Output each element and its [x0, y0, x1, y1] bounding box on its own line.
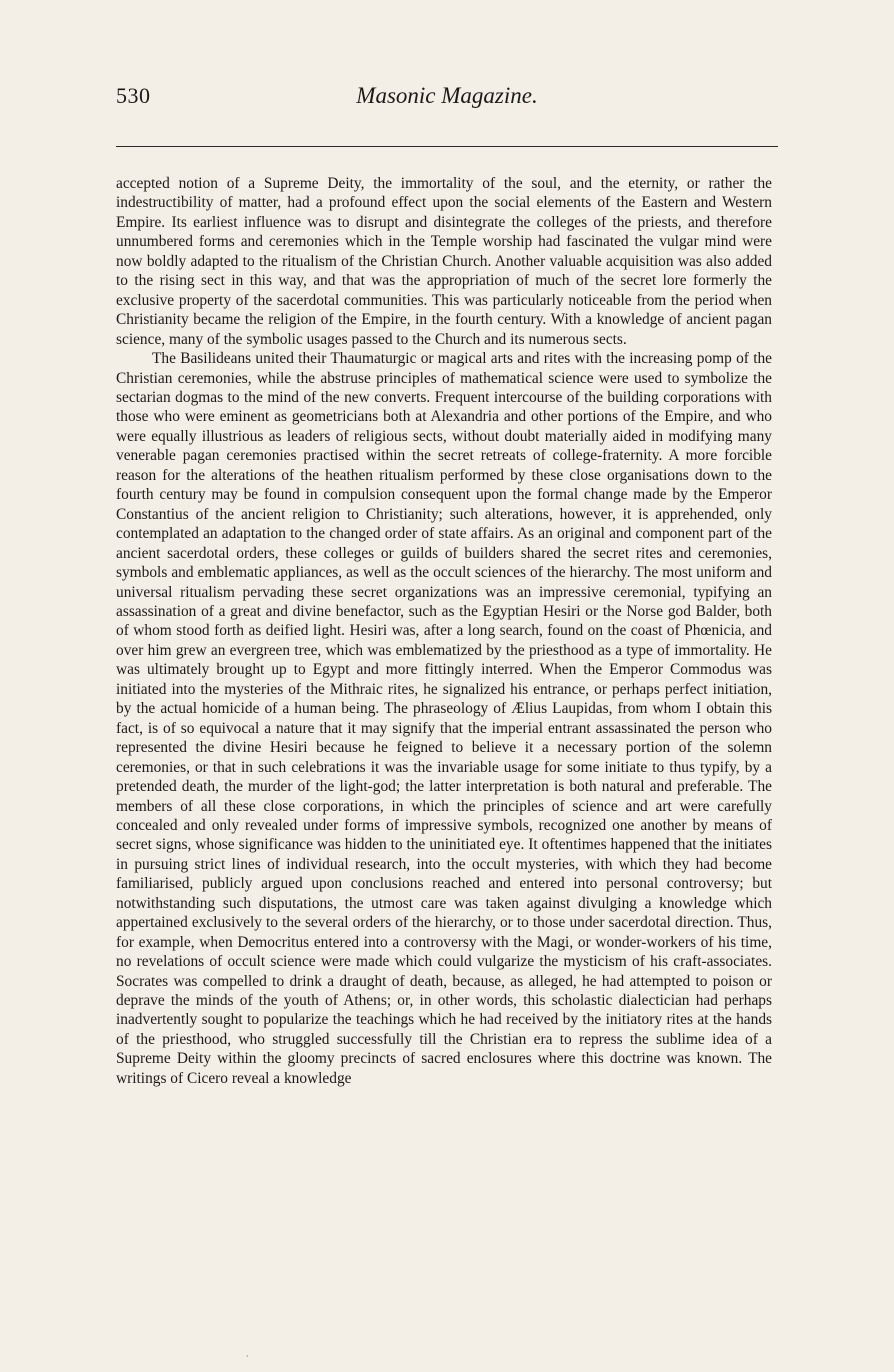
page-number: 530	[116, 83, 151, 108]
header-rule	[116, 146, 778, 147]
article-body	[116, 174, 772, 1088]
paragraph-1: accepted notion of a Supreme Deity, the immortality of the soul, and the eternity, or rather the indestructibility of matter, had a profound effect upon the social elements of the Eastern and Western Empire. Its earliest influence was to disrupt and disintegrate the colleges of the priests, and therefore unnumbered forms and ceremonies which in the Temple worship had fascinated the vulgar mind were now boldly adapted to the ritualism of the Christian Church. Another valuable acquisition was also added to the rising sect in this way, and that was the appropriation of much of the secret lore formerly the exclusive property of the sacerdotal communities. This was particularly noticeable from the period when Christianity became the religion of the Empire, in the fourth century. With a knowledge of ancient pagan science, many of the symbolic usages passed to the Church and its numerous sects.	[116, 175, 772, 348]
print-speck: ·	[246, 1352, 249, 1361]
page-header	[116, 83, 778, 123]
running-title: Masonic Magazine.	[356, 83, 538, 108]
paragraph-2: The Basilideans united their Thaumaturgic or magical arts and rites with the increasing pomp of the Christian ceremonies, while the abstruse principles of mathematical science were used to symbolize the sectarian dogmas to the mind of the new converts. Frequent intercourse of the building corporations with those who were eminent as geometricians both at Alexandria and other portions of the Empire, and who were equally illustrious as leaders of religious sects, without doubt materially aided in modifying many venerable pagan ceremonies practised within the secret retreats of college-fraternity. A more forcible reason for the alterations of the heathen ritualism performed by these close organisations down to the fourth century may be found in compulsion consequent upon the formal change made by the Emperor Constantius of the ancient religion to Christianity; such alterations, however, it is apprehended, only contemplated an adaptation to the changed order of state affairs. As an original and component part of the ancient sacerdotal orders, these colleges or guilds of builders shared the secret rites and ceremonies, symbols and emblematic appliances, as well as the occult sciences of the hierarchy. The most uniform and universal ritualism pervading these secret organizations was an impressive ceremonial, typifying an assassination of a great and divine benefactor, such as the Egyptian Hesiri or the Norse god Balder, both of whom stood forth as deified light. Hesiri was, after a long search, found on the coast of Phœnicia, and over him grew an evergreen tree, which was emblematized by the priesthood as a type of immortality. He was ultimately brought up to Egypt and more fittingly interred. When the Emperor Commodus was initiated into the mysteries of the Mithraic rites, he signalized his entrance, or perhaps perfect initiation, by the actual homicide of a human being. The phraseology of Ælius Laupidas, from whom I obtain this fact, is of so equivocal a nature that it may signify that the imperial entrant assassinated the person who represented the divine Hesiri because he feigned to believe it a necessary portion of the solemn ceremonies, or that in such celebrations it was the invariable usage for some initiate to thus typify, by a pretended death, the murder of the light-god; the latter interpretation is both natural and preferable. The members of all these close corporations, in which the principles of science and art were carefully concealed and only revealed under forms of impressive symbols, recognized one another by means of secret signs, whose significance was hidden to the uninitiated eye. It oftentimes happened that the initiates in pursuing strict lines of individual research, into the occult mysteries, with which they had become familiarised, publicly argued upon conclusions reached and entered into personal controversy; but notwithstanding such disputations, the utmost care was taken against divulging a knowledge which appertained exclusively to the several orders of the hierarchy, or to those under sacerdotal direction. Thus, for example, when Democritus entered into a controversy with the Magi, or wonder-workers of his time, no revelations of occult science were made which could vulgarize the mysticism of his craft-associates. Socrates was compelled to drink a draught of death, because, as alleged, he had attempted to poison or deprave the minds of the youth of Athens; or, in other words, this scholastic dialectician had perhaps inadvertently sought to popularize the teachings which he had received by the initiatory rites at the hands of the priesthood, who struggled successfully till the Christian era to repress the sublime idea of a Supreme Deity within the gloomy precincts of sacred enclosures where this doctrine was known. The writings of Cicero reveal a knowledge	[116, 350, 772, 1087]
